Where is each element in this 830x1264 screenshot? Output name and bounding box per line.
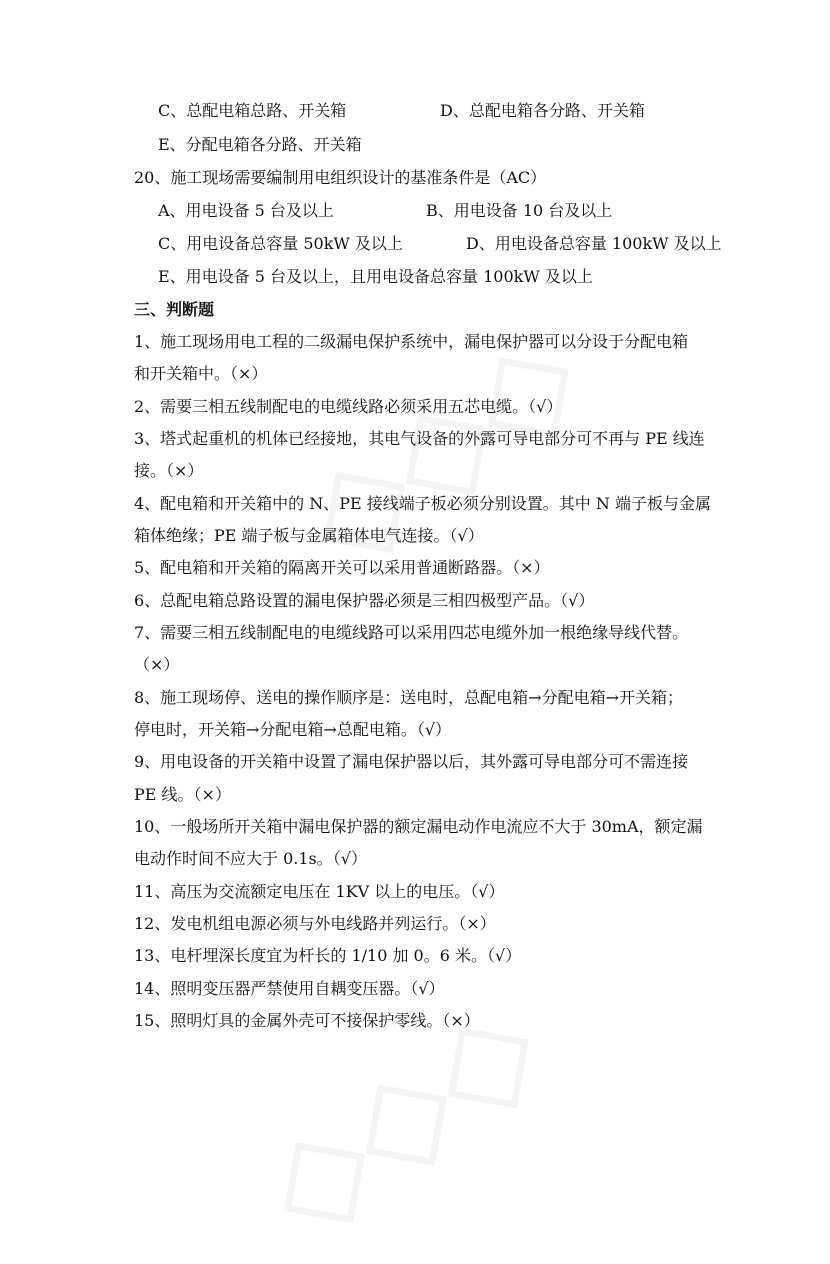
judgment-item-cont: （×） — [134, 655, 180, 674]
judgment-item: 4、配电箱和开关箱中的 N、PE 接线端子板必须分别设置。其中 N 端子板与金属 — [134, 494, 711, 513]
judgment-item: 15、照明灯具的金属外壳可不接保护零线。（×） — [134, 1011, 480, 1030]
option-e: E、用电设备 5 台及以上，且用电设备总容量 100kW 及以上 — [158, 267, 593, 286]
judgment-item: 1、施工现场用电工程的二级漏电保护系统中，漏电保护器可以分设于分配电箱 — [134, 332, 689, 351]
option-b: B、用电设备 10 台及以上 — [426, 201, 613, 220]
judgment-item: 9、用电设备的开关箱中设置了漏电保护器以后，其外露可导电部分可不需连接 — [134, 752, 689, 771]
judgment-item: 5、配电箱和开关箱的隔离开关可以采用普通断路器。（×） — [134, 558, 550, 577]
judgment-item-cont: PE 线。（×） — [134, 785, 231, 804]
judgment-item-cont: 停电时，开关箱→分配电箱→总配电箱。（√） — [134, 720, 452, 739]
judgment-item: 2、需要三相五线制配电的电缆线路必须采用五芯电缆。（√） — [134, 397, 563, 416]
judgment-item-cont: 电动作时间不应大于 0.1s。（√） — [134, 849, 367, 868]
question-20: 20、施工现场需要编制用电组织设计的基准条件是（AC） — [134, 168, 547, 187]
judgment-item-cont: 和开关箱中。（×） — [134, 364, 268, 383]
section-title: 三、判断题 — [134, 300, 215, 319]
judgment-item: 10、一般场所开关箱中漏电保护器的额定漏电动作电流应不大于 30mA，额定漏 — [134, 817, 703, 836]
option-d: D、用电设备总容量 100kW 及以上 — [466, 234, 722, 253]
judgment-item: 3、塔式起重机的机体已经接地，其电气设备的外露可导电部分可不再与 PE 线连 — [134, 429, 705, 448]
judgment-item: 8、施工现场停、送电的操作顺序是：送电时，总配电箱→分配电箱→开关箱； — [134, 688, 683, 707]
judgment-item: 12、发电机组电源必须与外电线路并列运行。（×） — [134, 914, 496, 933]
judgment-item-cont: 箱体绝缘；PE 端子板与金属箱体电气连接。（√） — [134, 526, 484, 545]
option-d: D、总配电箱各分路、开关箱 — [440, 101, 645, 120]
judgment-item: 13、电杆埋深长度宜为杆长的 1/10 加 0。6 米。（√） — [134, 946, 522, 965]
judgment-item: 14、照明变压器严禁使用自耦变压器。（√） — [134, 979, 445, 998]
judgment-item: 7、需要三相五线制配电的电缆线路可以采用四芯电缆外加一根绝缘导线代替。 — [134, 623, 689, 642]
judgment-item-cont: 接。（×） — [134, 461, 204, 480]
judgment-item: 11、高压为交流额定电压在 1KV 以上的电压。（√） — [134, 882, 505, 901]
option-c: C、用电设备总容量 50kW 及以上 — [158, 234, 403, 253]
judgment-item: 6、总配电箱总路设置的漏电保护器必须是三相四极型产品。（√） — [134, 591, 595, 610]
option-c: C、总配电箱总路、开关箱 — [158, 101, 347, 120]
option-a: A、用电设备 5 台及以上 — [158, 201, 334, 220]
option-e: E、分配电箱各分路、开关箱 — [158, 135, 362, 154]
